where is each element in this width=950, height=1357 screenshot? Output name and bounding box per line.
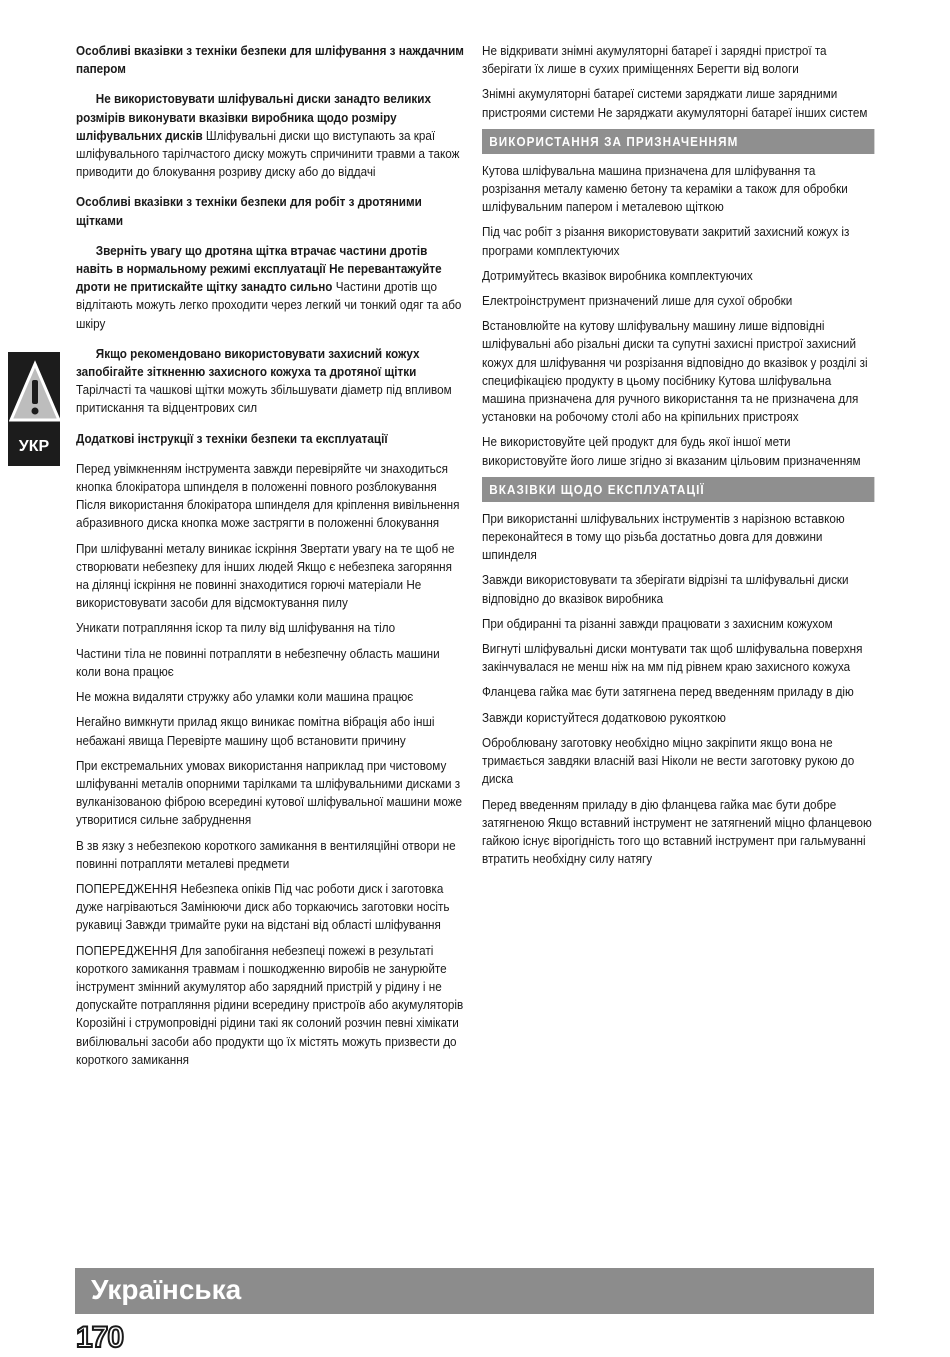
body-paragraph: Завжди використовувати та зберігати відрізні та шліфувальні диски відповідно до вказівок виробника	[482, 572, 849, 606]
warning-body-text: Частини дротів що відлітають можуть легко проходити через легкий чи тонкий одяг та або шкіру	[76, 279, 462, 331]
body-paragraph: Оброблювану заготовку необхідно міцно закріпити якщо вона не тримається завдяки власній вазі Ніколи не вести заготовку рукою до диска	[482, 734, 855, 787]
side-warning-tab	[8, 352, 60, 466]
footer-language-bar	[75, 1268, 874, 1314]
page-number: 170	[76, 1321, 124, 1354]
body-paragraph: Не відкривати знімні акумуляторні батареї і зарядні пристрої та зберігати їх лише в сухих приміщеннях Берегти від вологи	[482, 43, 827, 77]
body-paragraph: Фланцева гайка має бути затягнена перед введенням приладу в дію	[482, 684, 854, 700]
right-column	[482, 42, 874, 875]
warning-triangle-icon	[9, 360, 61, 436]
footer-language-title: Українська	[91, 1274, 242, 1305]
body-paragraph: Дотримуйтесь вказівок виробника комплектуючих	[482, 267, 753, 283]
left-column	[76, 42, 466, 1076]
body-paragraph: Перед введенням приладу в дію фланцева гайка має бути добре затягненою Якщо вставний інструмент не затягнений міцно фланцевою гайкою існує вірогідність того що вставний інструмент при гальмуванні втратить необхідну силу натягу	[482, 796, 872, 867]
warning-paragraph	[76, 242, 466, 333]
warning-body-text: Тарілчасті та чашкові щітки можуть збільшувати діаметр під впливом притискання та відцентрових сил	[76, 382, 452, 416]
body-paragraph: Не можна видаляти стружку або уламки коли машина працює	[76, 689, 414, 705]
subheading: Особливі вказівки з техніки безпеки для робіт з дротяними щітками	[76, 194, 422, 228]
subheading: Особливі вказівки з техніки безпеки для шліфування з наждачним папером	[76, 43, 464, 77]
warning-paragraph	[76, 90, 466, 181]
warning-bold-text: Зверніть увагу що дротяна щітка втрачає частини дротів навіть в нормальному режимі експлуатації Не перевантажуйте дроти не притискайте щітку занадто сильно	[76, 242, 442, 295]
body-paragraph: При використанні шліфувальних інструментів з нарізною вставкою переконайтеся в тому що різьба достатньо довга для довжини шпинделя	[482, 510, 845, 563]
body-paragraph: Уникати потрапляння іскор та пилу від шліфування на тіло	[76, 620, 396, 636]
body-paragraph: Не використовуйте цей продукт для будь якої іншої мети використовуйте його лише згідно зі вказаним цільовим призначенням	[482, 434, 861, 468]
body-paragraph: Завжди користуйтеся додатковою рукояткою	[482, 709, 726, 725]
warning-bold-text: Якщо рекомендовано використовувати захисний кожух запобігайте зіткненню захисного кожуха та дротяної щітки	[76, 345, 420, 380]
subheading: Додаткові інструкції з техніки безпеки та експлуатації	[76, 430, 388, 446]
body-paragraph: Перед увімкненням інструмента завжди перевіряйте чи знаходиться кнопка блокіратора шпинделя в положенні повного розблокування Після використання блокіратора шпинделя для кріплення вивільнення абразивного диска кнопка може застрягти в положенні блокування	[76, 460, 460, 531]
section-heading: ВИКОРИСТАННЯ ЗА ПРИЗНАЧЕННЯМ	[482, 129, 874, 154]
body-paragraph: Частини тіла не повинні потрапляти в небезпечну область машини коли вона працює	[76, 645, 440, 679]
body-paragraph: Електроінструмент призначений лише для сухої обробки	[482, 293, 793, 309]
warning-paragraph	[76, 345, 466, 418]
body-paragraph: В зв язку з небезпекою короткого замикання в вентиляційні отвори не повинні потрапляти металеві предмети	[76, 837, 456, 871]
warning-bold-text: Не використовувати шліфувальні диски занадто великих розмірів виконувати вказівки виробника щодо розміру шліфувальних дисків	[76, 91, 431, 143]
body-paragraph: При шліфуванні металу виникає іскріння Звертати увагу на те щоб не створювати небезпеку для інших людей Якщо є небезпека загоряння на ділянці іскріння не повинні знаходитися горючі матеріали Не використовувати засоби для відсмоктування пилу	[76, 540, 455, 611]
section-heading: ВКАЗІВКИ ЩОДО ЕКСПЛУАТАЦІЇ	[482, 477, 874, 502]
language-tab-label: УКР	[18, 438, 50, 455]
body-paragraph: При екстремальних умовах використання наприклад при чистовому шліфуванні металів опорними тарілками та шліфувальними дисками з вулканізованою фіброю всередині кутової шліфувальної машини може утворитися сильне забруднення	[76, 757, 463, 828]
body-paragraph: ПОПЕРЕДЖЕННЯ Небезпека опіків Під час роботи диск і заготовка дуже нагріваються Замінюючи диск або торкаючись заготовки носіть рукавиці Завжди тримайте руки на відстані від області шліфування	[76, 880, 450, 933]
body-paragraph: ПОПЕРЕДЖЕННЯ Для запобігання небезпеці пожежі в результаті короткого замикання травмам і пошкодженню виробів не занурюйте інструмент змінний акумулятор або зарядний пристрій у рідину і не допускайте потрапляння рідини всередину пристроїв або акумуляторів Корозійні і струмопровідні рідини такі як солоний розчин певні хімікати вибілювальні засоби або продукти що їх містять можуть призвести до короткого замикання	[76, 942, 464, 1067]
body-paragraph: Вигнуті шліфувальні диски монтувати так щоб шліфувальна поверхня закінчувалася не менш ніж на мм під рівнем краю захисного кожуха	[482, 641, 863, 675]
body-paragraph: Кутова шліфувальна машина призначена для шліфування та розрізання металу каменю бетону та кераміки а також для обробки шліфувальним папером і металевою щіткою	[482, 162, 848, 215]
body-paragraph: Під час робіт з різання використовувати закритий захисний кожух із програми комплектуючих	[482, 224, 850, 258]
warning-body-text: Шліфувальні диски що виступають за краї шліфувального тарілчастого диску можуть спричинити травми а також приводити до блокування розриву диску або до віддачі	[76, 127, 460, 180]
body-paragraph: Негайно вимкнути прилад якщо виникає помітна вібрація або інші небажані явища Перевірте машину щоб встановити причину	[76, 714, 435, 748]
body-paragraph: При обдиранні та різанні завжди працювати з захисним кожухом	[482, 615, 833, 631]
body-paragraph: Встановлюйте на кутову шліфувальну машину лише відповідні шліфувальні або різальні диски та супутні захисні пристрої захисний кожух для шліфування чи розрізання відповідно до вказівок у розділі зі специфікацією продукту в цьому посібнику Кутова шліфувальна машина призначена для ручного використання та не призначена для установки на робочому столі або на кріпильних пристроях	[482, 318, 868, 425]
body-paragraph: Знімні акумуляторні батареї системи заряджати лише зарядними пристроями системи Не заряджати акумуляторні батареї інших систем	[482, 86, 868, 120]
